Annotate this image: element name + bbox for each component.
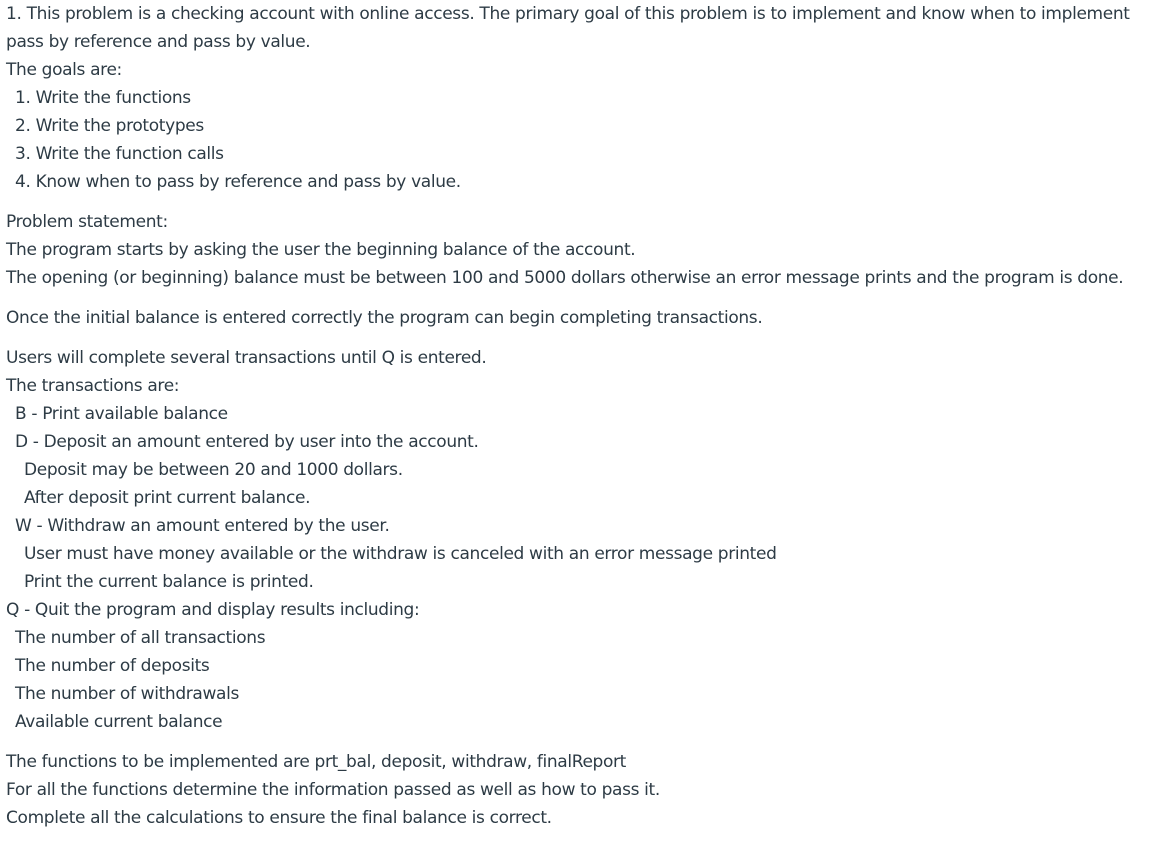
transactions-intro: Users will complete several transactions until Q is entered. (6, 348, 487, 368)
intro-paragraph: 1. This problem is a checking account with online access. The primary goal of this problem is to implement and know when to implement pass by reference and pass by value. (6, 4, 1130, 52)
goal-item: 1. Write the functions (15, 88, 191, 108)
transaction-d: D - Deposit an amount entered by user into the account. (15, 432, 479, 452)
transaction-detail: Deposit may be between 20 and 1000 dollars. (24, 460, 403, 480)
problem-line: The program starts by asking the user the beginning balance of the account. (6, 240, 636, 260)
transaction-detail: Print the current balance is printed. (24, 572, 314, 592)
assignment-document (6, 0, 1161, 832)
goal-item: 4. Know when to pass by reference and pass by value. (15, 172, 461, 192)
problem-line: Once the initial balance is entered correctly the program can begin completing transactions. (6, 308, 763, 328)
transaction-w: W - Withdraw an amount entered by the user. (15, 516, 390, 536)
goal-item: 2. Write the prototypes (15, 116, 204, 136)
result-item: Available current balance (15, 712, 223, 732)
transaction-q: Q - Quit the program and display results including: (6, 600, 420, 620)
functions-line: Complete all the calculations to ensure the final balance is correct. (6, 808, 552, 828)
result-item: The number of all transactions (15, 628, 266, 648)
problem-line: The opening (or beginning) balance must be between 100 and 5000 dollars otherwise an error message prints and the program is done. (6, 268, 1124, 288)
functions-line: The functions to be implemented are prt_bal, deposit, withdraw, finalReport (6, 752, 626, 772)
transaction-detail: After deposit print current balance. (24, 488, 311, 508)
transaction-detail: User must have money available or the withdraw is canceled with an error message printed (24, 544, 777, 564)
functions-line: For all the functions determine the information passed as well as how to pass it. (6, 780, 660, 800)
goals-heading: The goals are: (6, 60, 122, 80)
result-item: The number of withdrawals (15, 684, 239, 704)
problem-heading: Problem statement: (6, 212, 168, 232)
goal-item: 3. Write the function calls (15, 144, 224, 164)
transaction-b: B - Print available balance (15, 404, 228, 424)
transactions-heading: The transactions are: (6, 376, 180, 396)
result-item: The number of deposits (15, 656, 210, 676)
